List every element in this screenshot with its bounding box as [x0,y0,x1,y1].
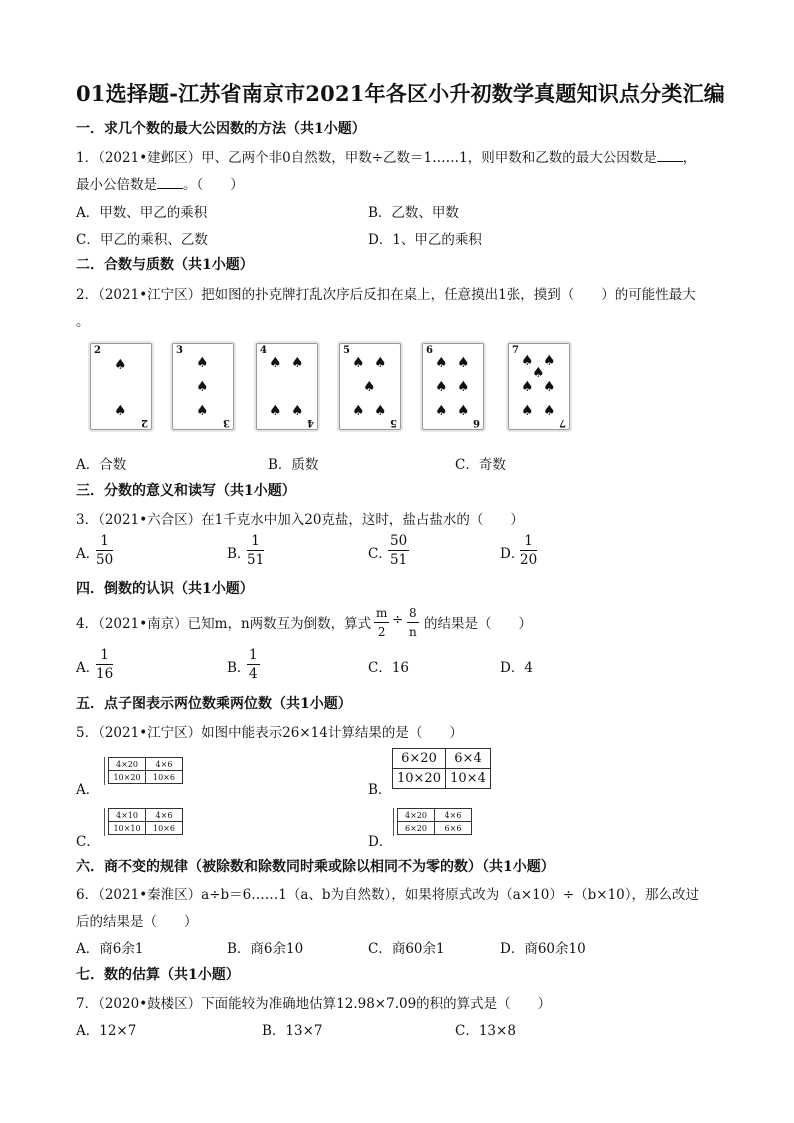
playing-card-7 [508,343,570,430]
question-2-stem: 2．（2021•江宁区）把如图的扑克牌打乱次序后反扣在桌上，任意摸出1张，摸到（ ）的可能性最大 [76,287,696,303]
card-rank: 2 [141,417,148,428]
numerator: m [374,604,389,623]
question-3-stem: 3．（2021•六合区）在1千克水中加入20克盐，这时，盐占盐水的（ ） [76,512,524,528]
q4-option-c[interactable]: C．16 [368,660,410,676]
q4-text-tail: 的结果是（ ） [424,616,532,632]
denominator: 2 [377,625,386,639]
grid-cell: 10×6 [146,771,183,784]
denominator: 50 [96,552,114,568]
numerator: 50 [390,533,408,549]
card-rank: 4 [307,417,314,428]
spade-icon: ♠ [352,403,365,419]
grid-cell: 10×4 [446,769,491,789]
q3-option-d-label[interactable]: D． [500,546,525,562]
spade-icon: ♠ [521,379,534,395]
q4-text: 4．（2021•南京）已知m，n两数互为倒数，算式 [76,616,372,632]
spade-icon: ♠ [543,403,556,419]
q3-option-b-label[interactable]: B． [227,546,251,562]
grid-cell: 4×6 [146,758,183,771]
q4-option-a-fraction[interactable] [96,646,113,683]
question-4-stem [76,612,371,632]
spade-icon: ♠ [291,403,304,419]
q5-option-d-grid[interactable] [397,808,472,835]
question-5-stem: 5．（2021•江宁区）如图中能表示26×14计算结果的是（ ） [76,725,463,741]
playing-card-5 [339,343,401,430]
q4-option-a-label[interactable]: A． [76,660,100,676]
spade-icon: ♠ [435,355,448,371]
grid-cell: 6×20 [398,822,435,835]
denominator: 51 [247,552,265,568]
card-rank: 5 [390,417,397,428]
spade-icon: ♠ [457,379,470,395]
grid-cell: 10×10 [109,822,146,835]
q4-fraction-8-over-n [407,604,419,641]
card-rank: 3 [176,345,183,356]
denominator: 4 [249,666,258,682]
grid-cell: 4×20 [109,758,146,771]
q5-option-b-label[interactable]: B． [368,782,392,798]
numerator: 1 [247,532,264,551]
denominator: 20 [520,552,538,568]
q1-option-a[interactable]: A．甲数、甲乙的乘积 [76,205,208,221]
spade-icon: ♠ [374,355,387,371]
denominator: n [408,625,417,639]
q1-option-c[interactable]: C．甲乙的乘积、乙数 [76,232,208,248]
q2-option-a[interactable]: A．合数 [76,457,127,473]
q3-option-b-fraction[interactable] [247,532,264,569]
spade-icon: ♠ [457,403,470,419]
numerator: 1 [520,532,537,551]
grid-cell: 6×4 [446,749,491,769]
section-heading: 三．分数的意义和读写（共1小题） [76,483,296,499]
section-heading: 六．商不变的规律（被除数和除数同时乘或除以相同不为零的数）（共1小题） [76,859,555,875]
q5-option-a-grid[interactable] [108,757,183,784]
question-6-stem: 6．（2021•秦淮区）a÷b＝6……1（a、b为自然数），如果将原式改为（a×10）÷（b×10），那么改过 [76,887,700,903]
spade-icon: ♠ [543,353,556,369]
spade-icon: ♠ [521,403,534,419]
q6-option-c[interactable]: C．商60余1 [368,941,445,957]
spade-icon: ♠ [363,379,376,395]
q4-option-b-label[interactable]: B． [227,660,251,676]
spade-icon: ♠ [435,403,448,419]
q1-text: 最小公倍数是 [76,177,157,193]
section-heading: 七．数的估算（共1小题） [76,967,240,983]
denominator: 16 [96,666,114,682]
q4-option-b-fraction[interactable] [247,646,260,683]
q5-option-b-grid[interactable] [392,748,491,789]
spade-icon: ♠ [269,355,282,371]
section-heading: 五．点子图表示两位数乘两位数（共1小题） [76,696,352,712]
section-heading: 一．求几个数的最大公因数的方法（共1小题） [76,121,366,137]
q1-option-b[interactable]: B．乙数、甲数 [368,205,459,221]
q1-text: 1．（2021•建邺区）甲、乙两个非0自然数，甲数÷乙数＝1……1，则甲数和乙数的最大公因数是 [76,150,657,166]
q3-option-a-label[interactable]: A． [76,546,100,562]
question-1-stem [76,146,696,166]
q7-option-b[interactable]: B．13×7 [262,1023,323,1039]
q3-option-c-fraction[interactable] [388,532,409,569]
section-heading: 四．倒数的认识（共1小题） [76,581,254,597]
card-rank: 3 [223,417,230,428]
grid-cell: 6×20 [393,749,446,769]
q5-option-d-label[interactable]: D． [368,834,393,850]
card-rank: 6 [473,417,480,428]
card-rank: 5 [343,345,350,356]
playing-card-4 [256,343,318,430]
numerator: 1 [96,646,113,665]
question-1-line2 [76,173,244,193]
card-rank: 4 [260,345,267,356]
spade-icon: ♠ [543,379,556,395]
playing-card-3 [172,343,234,430]
grid-cell: 4×6 [146,809,183,822]
q6-option-d[interactable]: D．商60余10 [500,941,586,957]
spade-icon: ♠ [374,403,387,419]
answer-blank [157,176,183,189]
card-rank: 7 [512,345,519,356]
q1-option-d[interactable]: D．1、甲乙的乘积 [368,232,482,248]
q4-option-d[interactable]: D．4 [500,660,533,676]
q1-text: ， [682,150,697,166]
grid-cell: 10×20 [109,771,146,784]
q5-option-c-label[interactable]: C． [76,834,100,850]
card-rank: 7 [559,417,566,428]
question-2-stem-cont: 。 [76,314,90,330]
grid-cell: 10×6 [146,822,183,835]
q5-option-a-label[interactable]: A． [76,782,100,798]
q3-option-a-fraction[interactable] [96,532,113,569]
question-6-stem-cont: 后的结果是（ ） [76,914,198,930]
grid-cell: 4×6 [435,809,472,822]
q3-option-d-fraction[interactable] [520,532,537,569]
answer-blank [657,149,683,162]
card-rank: 6 [426,345,433,356]
grid-cell: 6×6 [435,822,472,835]
spade-icon: ♠ [196,403,209,419]
spade-icon: ♠ [291,355,304,371]
spade-icon: ♠ [114,357,127,373]
grid-cell: 10×20 [393,769,446,789]
q5-option-c-grid[interactable] [108,808,183,835]
numerator: 1 [249,647,258,663]
spade-icon: ♠ [532,365,545,381]
q6-option-a[interactable]: A．商6余1 [76,941,144,957]
section-heading: 二．合数与质数（共1小题） [76,257,254,273]
spade-icon: ♠ [196,379,209,395]
q4-divide-sign: ÷ [392,612,404,628]
playing-card-6 [422,343,484,430]
q4-fraction-m-over-2 [374,604,389,641]
spade-icon: ♠ [457,355,470,371]
q1-text: 。（ ） [183,177,244,193]
q7-option-c[interactable]: C．13×8 [455,1023,516,1039]
spade-icon: ♠ [521,353,534,369]
q2-option-c[interactable]: C．奇数 [455,457,506,473]
playing-card-2 [90,343,152,430]
denominator: 51 [390,552,408,568]
q2-option-b[interactable]: B．质数 [268,457,319,473]
q7-option-a[interactable]: A．12×7 [76,1023,137,1039]
q6-option-b[interactable]: B．商6余10 [227,941,304,957]
grid-cell: 4×20 [398,809,435,822]
question-7-stem: 7．（2020•鼓楼区）下面能较为准确地估算12.98×7.09的积的算式是（ ） [76,996,552,1012]
spade-icon: ♠ [114,403,127,419]
spade-icon: ♠ [269,403,282,419]
spade-icon: ♠ [196,355,209,371]
card-rank: 2 [94,345,101,356]
numerator: 1 [96,532,113,551]
spade-icon: ♠ [435,379,448,395]
spade-icon: ♠ [352,355,365,371]
q3-option-c-label[interactable]: C． [368,546,392,562]
page-title: 01选择题-江苏省南京市2021年各区小升初数学真题知识点分类汇编 [76,81,725,106]
numerator: 8 [407,604,419,623]
grid-cell: 4×10 [109,809,146,822]
